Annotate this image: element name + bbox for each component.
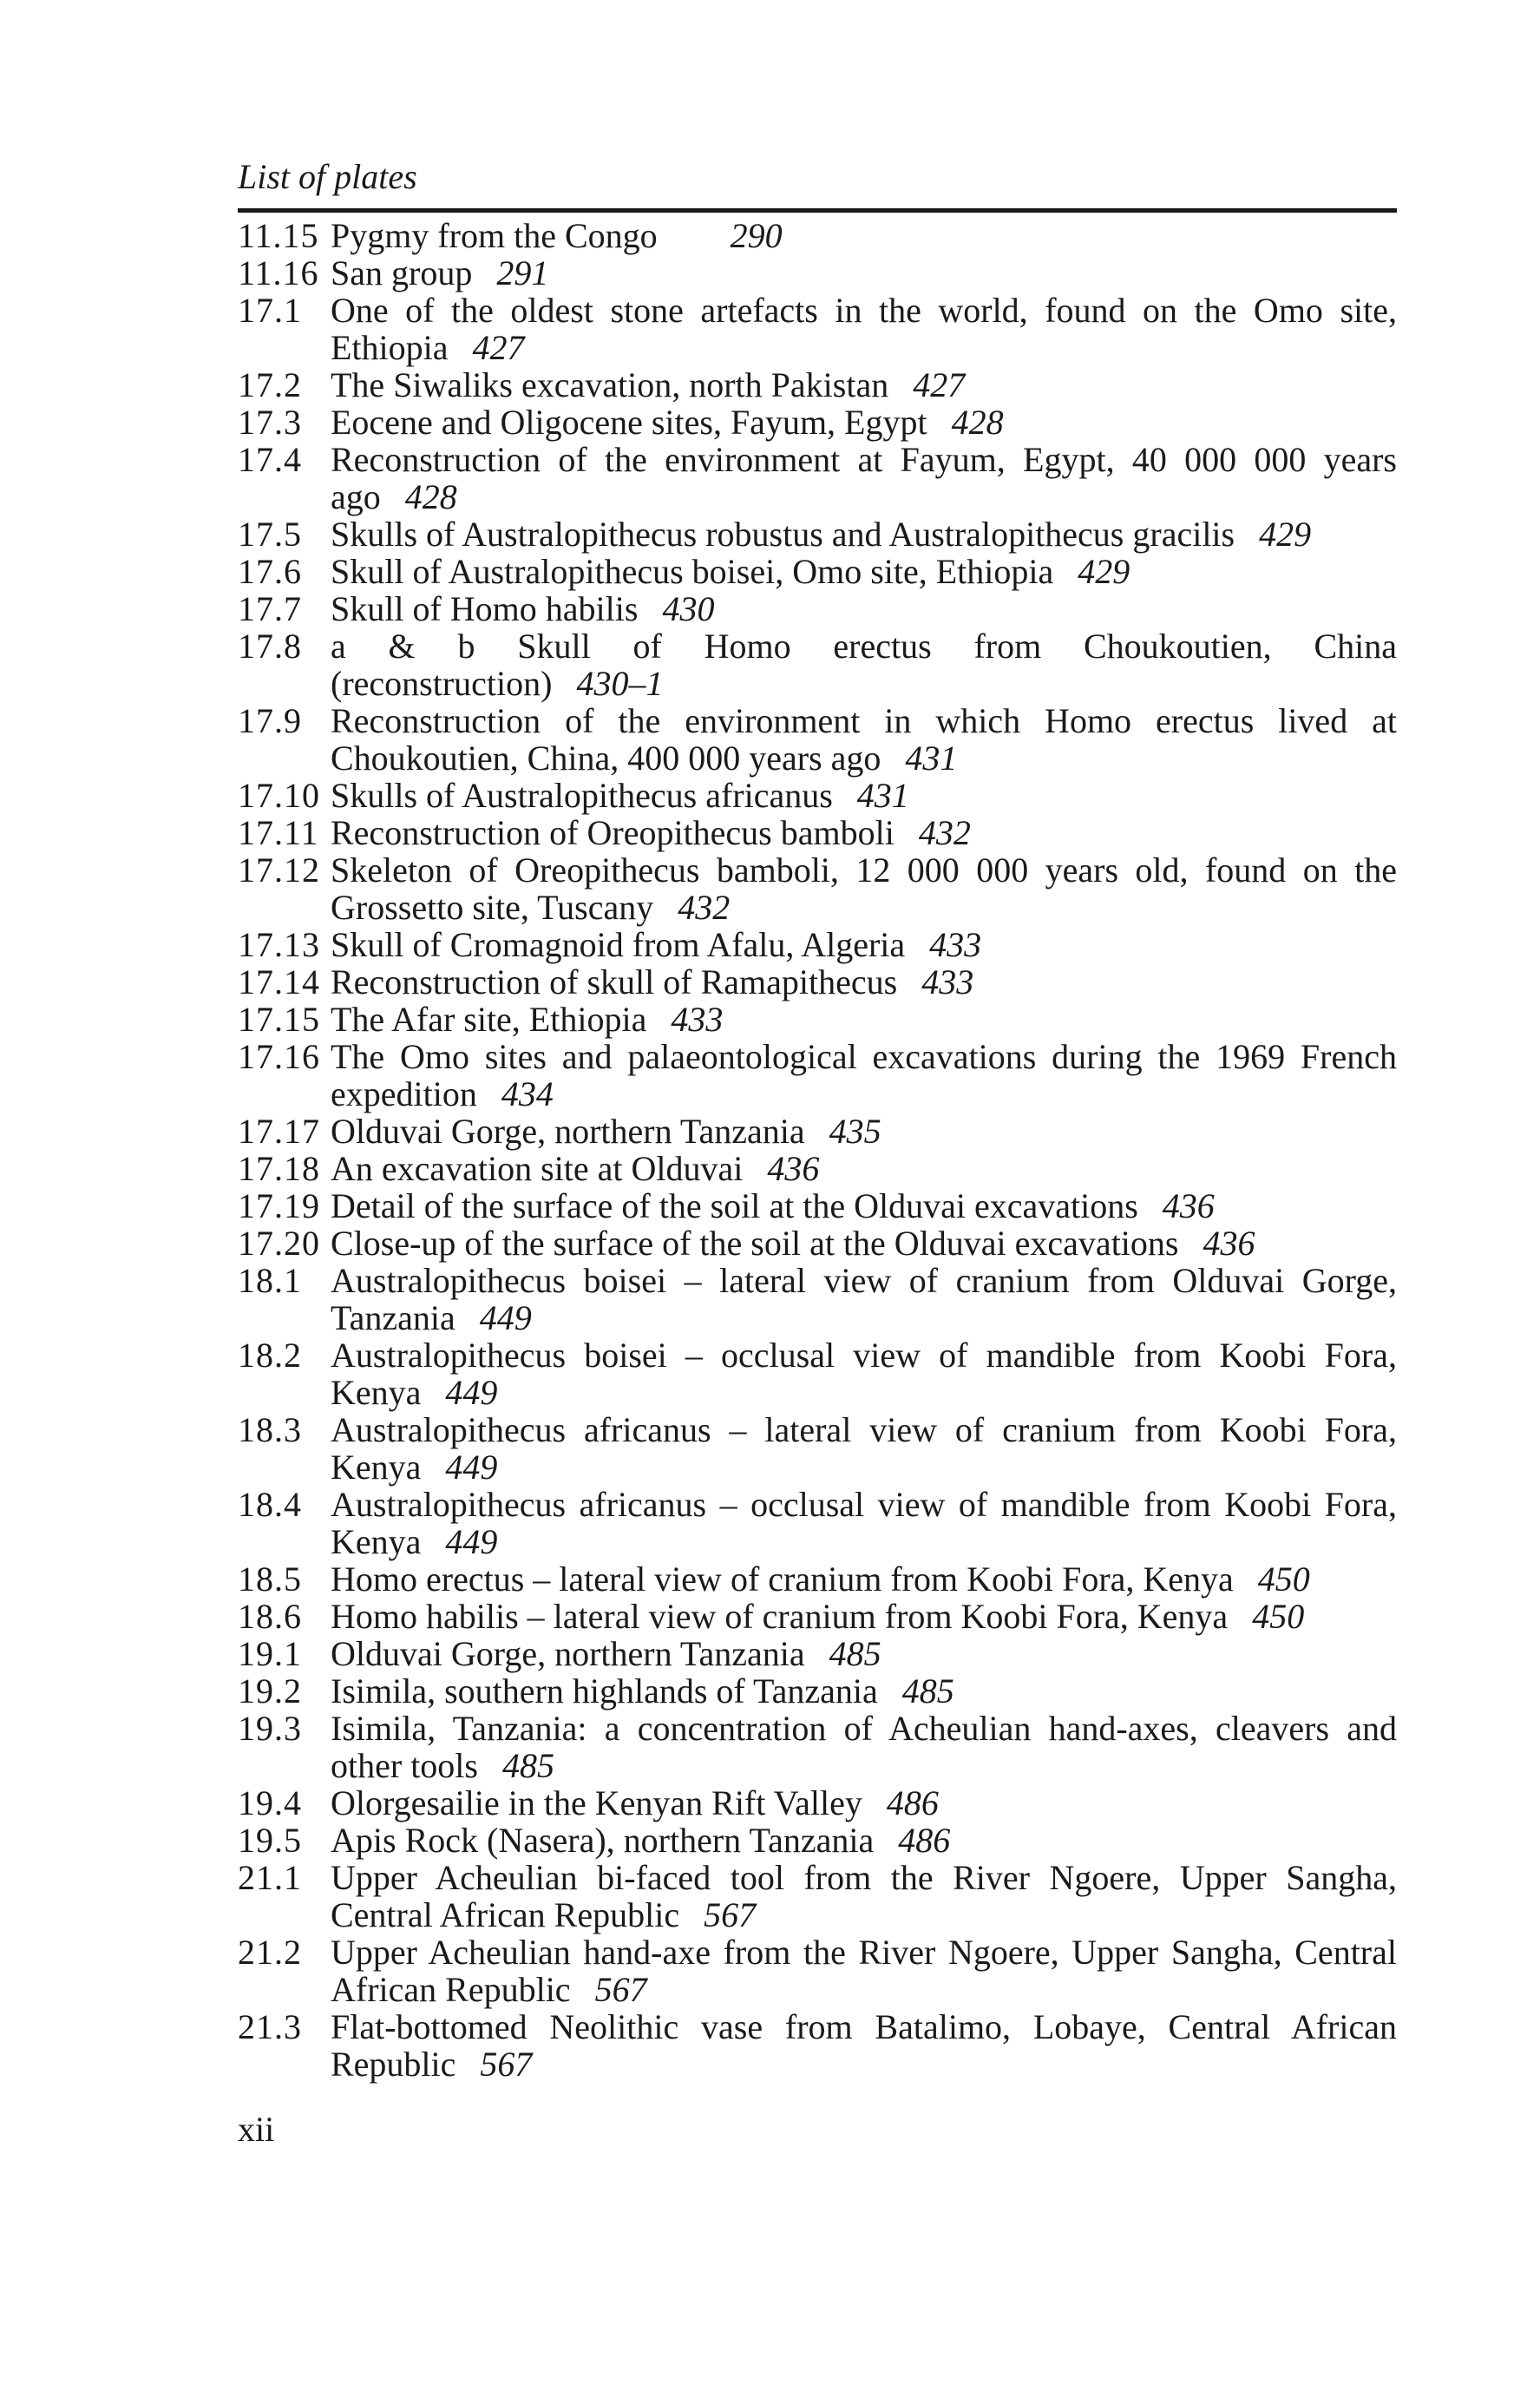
- plate-page: 429: [1259, 515, 1312, 554]
- plate-page: 449: [445, 1522, 498, 1561]
- plate-page: 433: [921, 962, 974, 1001]
- plate-number: 17.9: [238, 701, 302, 740]
- plate-page: 450: [1257, 1559, 1310, 1599]
- plate-number: 17.18: [238, 1149, 320, 1188]
- plate-description: [331, 590, 1397, 627]
- plate-text: Pygmy from the Congo: [331, 216, 658, 255]
- plate-description: [331, 404, 1397, 441]
- plate-page: 486: [898, 1821, 951, 1860]
- plate-number: 17.1: [238, 291, 302, 330]
- plate-page: 486: [886, 1783, 939, 1822]
- list-item: [238, 963, 1397, 1001]
- header-rule: [238, 208, 1397, 213]
- list-item: [238, 814, 1397, 851]
- plate-page: 485: [829, 1634, 881, 1673]
- plate-text: The Omo sites and palaeontological excavations during the 1969 French expedition: [331, 1037, 1397, 1113]
- plate-text: Reconstruction of skull of Ramapithecus: [331, 962, 898, 1001]
- plate-text: Australopithecus boisei – lateral view of cranium from Olduvai Gorge, Tanzania: [331, 1261, 1397, 1337]
- list-item: [238, 2008, 1397, 2083]
- plate-text: Apis Rock (Nasera), northern Tanzania: [331, 1821, 875, 1860]
- list-item: [238, 1822, 1397, 1859]
- plate-number: 17.6: [238, 552, 302, 591]
- plate-text: The Siwaliks excavation, north Pakistan: [331, 365, 889, 404]
- page-header-title: List of plates: [238, 157, 417, 196]
- list-item: [238, 1486, 1397, 1560]
- list-item: [238, 926, 1397, 963]
- plate-text: Reconstruction of Oreopithecus bamboli: [331, 813, 895, 852]
- plate-number: 17.20: [238, 1224, 320, 1263]
- plate-text: Australopithecus boisei – occlusal view of mandible from Koobi Fora, Kenya: [331, 1336, 1397, 1412]
- plate-description: [331, 1710, 1397, 1784]
- plate-text: Australopithecus africanus – occlusal view of mandible from Koobi Fora, Kenya: [331, 1485, 1397, 1561]
- plate-text: San group: [331, 253, 473, 292]
- plate-text: Olduvai Gorge, northern Tanzania: [331, 1634, 805, 1673]
- list-item: [238, 1598, 1397, 1635]
- plate-number: 17.11: [238, 813, 319, 852]
- plate-description: [331, 702, 1397, 777]
- plate-text: Homo habilis – lateral view of cranium from Koobi Fora, Kenya: [331, 1597, 1229, 1636]
- plate-page: 485: [501, 1746, 554, 1785]
- list-item: [238, 1113, 1397, 1150]
- plate-page: 433: [671, 1000, 724, 1039]
- plate-page: 290: [730, 216, 783, 255]
- plate-number: 18.5: [238, 1559, 302, 1599]
- plate-description: [331, 963, 1397, 1001]
- list-item: [238, 292, 1397, 366]
- plate-description: [331, 217, 1397, 254]
- plate-page: 436: [767, 1149, 820, 1188]
- plate-page: 567: [480, 2045, 533, 2084]
- plate-text: Isimila, Tanzania: a concentration of Acheulian hand-axes, cleavers and other tools: [331, 1709, 1397, 1785]
- plate-description: [331, 1859, 1397, 1934]
- plate-text: An excavation site at Olduvai: [331, 1149, 744, 1188]
- plate-page: 433: [929, 925, 982, 964]
- plate-text: Olorgesailie in the Kenyan Rift Valley: [331, 1783, 862, 1822]
- plate-description: [331, 1113, 1397, 1150]
- plate-number: 19.3: [238, 1709, 302, 1748]
- plate-page: 567: [594, 1970, 647, 2009]
- plate-text: Eocene and Oligocene sites, Fayum, Egypt: [331, 403, 927, 442]
- list-item: [238, 217, 1397, 254]
- list-item: [238, 1635, 1397, 1672]
- plate-number: 17.3: [238, 403, 302, 442]
- plate-page: 427: [913, 365, 966, 404]
- plate-text: Skeleton of Oreopithecus bamboli, 12 000 000 years old, found on the Grossetto site, Tuscany: [331, 850, 1397, 927]
- list-item: [238, 1336, 1397, 1411]
- plate-description: [331, 254, 1397, 292]
- list-item: [238, 1934, 1397, 2008]
- plate-number: 11.16: [238, 253, 319, 292]
- plate-description: [331, 1187, 1397, 1225]
- plate-text: Skulls of Australopithecus africanus: [331, 776, 833, 815]
- plate-description: [331, 1486, 1397, 1560]
- plate-description: [331, 777, 1397, 814]
- plate-description: [331, 1784, 1397, 1822]
- plate-page: 432: [918, 813, 971, 852]
- plate-number: 19.2: [238, 1671, 302, 1710]
- list-item: [238, 590, 1397, 627]
- plate-description: [331, 2008, 1397, 2083]
- plate-description: [331, 1560, 1397, 1598]
- list-item: [238, 1560, 1397, 1598]
- plate-description: [331, 366, 1397, 404]
- list-item: [238, 1187, 1397, 1225]
- list-item: [238, 1001, 1397, 1038]
- plate-text: Skull of Cromagnoid from Afalu, Algeria: [331, 925, 906, 964]
- plate-description: [331, 292, 1397, 366]
- plate-description: [331, 851, 1397, 926]
- plate-page: 431: [905, 739, 958, 778]
- plate-page: 436: [1203, 1224, 1255, 1263]
- plate-description: [331, 1262, 1397, 1336]
- list-item: [238, 1784, 1397, 1822]
- plate-page: 428: [951, 403, 1004, 442]
- plate-page: 435: [829, 1112, 881, 1151]
- plate-number: 17.2: [238, 365, 302, 404]
- plate-page: 430: [662, 589, 715, 628]
- list-item: [238, 1710, 1397, 1784]
- plate-page: 429: [1078, 552, 1130, 591]
- plate-number: 17.12: [238, 850, 320, 890]
- plate-text: Isimila, southern highlands of Tanzania: [331, 1671, 878, 1710]
- plate-text: Detail of the surface of the soil at the Olduvai excavations: [331, 1186, 1138, 1225]
- plate-text: a & b Skull of Homo erectus from Choukoutien, China (reconstruction): [331, 627, 1397, 703]
- plate-description: [331, 1225, 1397, 1262]
- plate-page: 427: [472, 328, 525, 367]
- list-item: [238, 1411, 1397, 1486]
- plate-number: 17.16: [238, 1037, 320, 1076]
- plate-number: 17.7: [238, 589, 302, 628]
- plate-page: 567: [704, 1895, 757, 1934]
- list-item: [238, 515, 1397, 553]
- plate-text: Close-up of the surface of the soil at the Olduvai excavations: [331, 1224, 1179, 1263]
- plate-number: 17.13: [238, 925, 320, 964]
- plate-page: 436: [1162, 1186, 1215, 1225]
- plate-description: [331, 1411, 1397, 1486]
- plate-number: 19.1: [238, 1634, 302, 1673]
- plate-text: Flat-bottomed Neolithic vase from Batalimo, Lobaye, Central African Republic: [331, 2007, 1397, 2084]
- plate-number: 18.6: [238, 1597, 302, 1636]
- plate-number: 21.2: [238, 1933, 302, 1972]
- plate-text: Olduvai Gorge, northern Tanzania: [331, 1112, 805, 1151]
- list-item: [238, 1859, 1397, 1934]
- plate-page: 449: [445, 1373, 498, 1412]
- plate-page: 449: [445, 1448, 498, 1487]
- plate-page: 450: [1252, 1597, 1305, 1636]
- plate-text: Upper Acheulian hand-axe from the River Ngoere, Upper Sangha, Central African Republic: [331, 1933, 1397, 2009]
- plate-number: 17.17: [238, 1112, 320, 1151]
- plate-text: Skulls of Australopithecus robustus and Australopithecus gracilis: [331, 515, 1235, 554]
- list-item: [238, 1225, 1397, 1262]
- plates-list: [238, 217, 1397, 2083]
- plate-page: 485: [901, 1671, 954, 1710]
- plate-text: Homo erectus – lateral view of cranium from Koobi Fora, Kenya: [331, 1559, 1234, 1599]
- plate-page: 291: [496, 253, 549, 292]
- plate-number: 18.2: [238, 1336, 302, 1375]
- plate-number: 18.3: [238, 1410, 302, 1449]
- plate-number: 17.4: [238, 440, 302, 479]
- plate-description: [331, 1672, 1397, 1710]
- plate-number: 19.5: [238, 1821, 302, 1860]
- plate-page: 428: [404, 477, 457, 516]
- list-item: [238, 404, 1397, 441]
- plate-description: [331, 441, 1397, 515]
- plate-page: 431: [856, 776, 909, 815]
- plate-page: 434: [501, 1074, 554, 1113]
- plate-text: The Afar site, Ethiopia: [331, 1000, 647, 1039]
- list-item: [238, 1038, 1397, 1113]
- list-item: [238, 851, 1397, 926]
- list-item: [238, 777, 1397, 814]
- plate-description: [331, 627, 1397, 702]
- list-item: [238, 1262, 1397, 1336]
- plate-text: Skull of Australopithecus boisei, Omo site, Ethiopia: [331, 552, 1054, 591]
- plate-number: 11.15: [238, 216, 319, 255]
- plate-number: 21.3: [238, 2007, 302, 2046]
- plate-description: [331, 1635, 1397, 1672]
- list-item: [238, 366, 1397, 404]
- list-item: [238, 1150, 1397, 1187]
- plate-description: [331, 1038, 1397, 1113]
- plate-number: 17.8: [238, 627, 302, 666]
- plate-description: [331, 1598, 1397, 1635]
- plate-description: [331, 926, 1397, 963]
- plate-page: 430–1: [576, 664, 664, 703]
- plate-page: 432: [678, 888, 731, 927]
- plate-text: Australopithecus africanus – lateral view of cranium from Koobi Fora, Kenya: [331, 1410, 1397, 1487]
- plate-description: [331, 1150, 1397, 1187]
- plate-number: 17.14: [238, 962, 320, 1001]
- plate-description: [331, 1336, 1397, 1411]
- plate-description: [331, 814, 1397, 851]
- plate-description: [331, 1934, 1397, 2008]
- page-number: xii: [238, 2110, 275, 2149]
- plate-number: 17.19: [238, 1186, 320, 1225]
- plate-text: One of the oldest stone artefacts in the world, found on the Omo site, Ethiopia: [331, 291, 1397, 367]
- list-item: [238, 1672, 1397, 1710]
- plate-number: 17.15: [238, 1000, 320, 1039]
- list-item: [238, 553, 1397, 590]
- plate-description: [331, 1001, 1397, 1038]
- list-item: [238, 627, 1397, 702]
- plate-page: 449: [479, 1298, 532, 1337]
- plate-text: Skull of Homo habilis: [331, 589, 639, 628]
- list-item: [238, 441, 1397, 515]
- plate-description: [331, 1822, 1397, 1859]
- plate-number: 21.1: [238, 1858, 302, 1897]
- plate-number: 18.1: [238, 1261, 302, 1300]
- plate-number: 17.10: [238, 776, 320, 815]
- plate-description: [331, 553, 1397, 590]
- plate-number: 19.4: [238, 1783, 302, 1822]
- list-item: [238, 702, 1397, 777]
- plate-text: Reconstruction of the environment at Fayum, Egypt, 40 000 000 years ago: [331, 440, 1397, 516]
- plate-text: Upper Acheulian bi-faced tool from the River Ngoere, Upper Sangha, Central African Republic: [331, 1858, 1397, 1934]
- list-item: [238, 254, 1397, 292]
- plate-description: [331, 515, 1397, 553]
- plate-number: 18.4: [238, 1485, 302, 1524]
- plate-text: Reconstruction of the environment in which Homo erectus lived at Choukoutien, China, 400 000 years ago: [331, 701, 1397, 778]
- plate-number: 17.5: [238, 515, 302, 554]
